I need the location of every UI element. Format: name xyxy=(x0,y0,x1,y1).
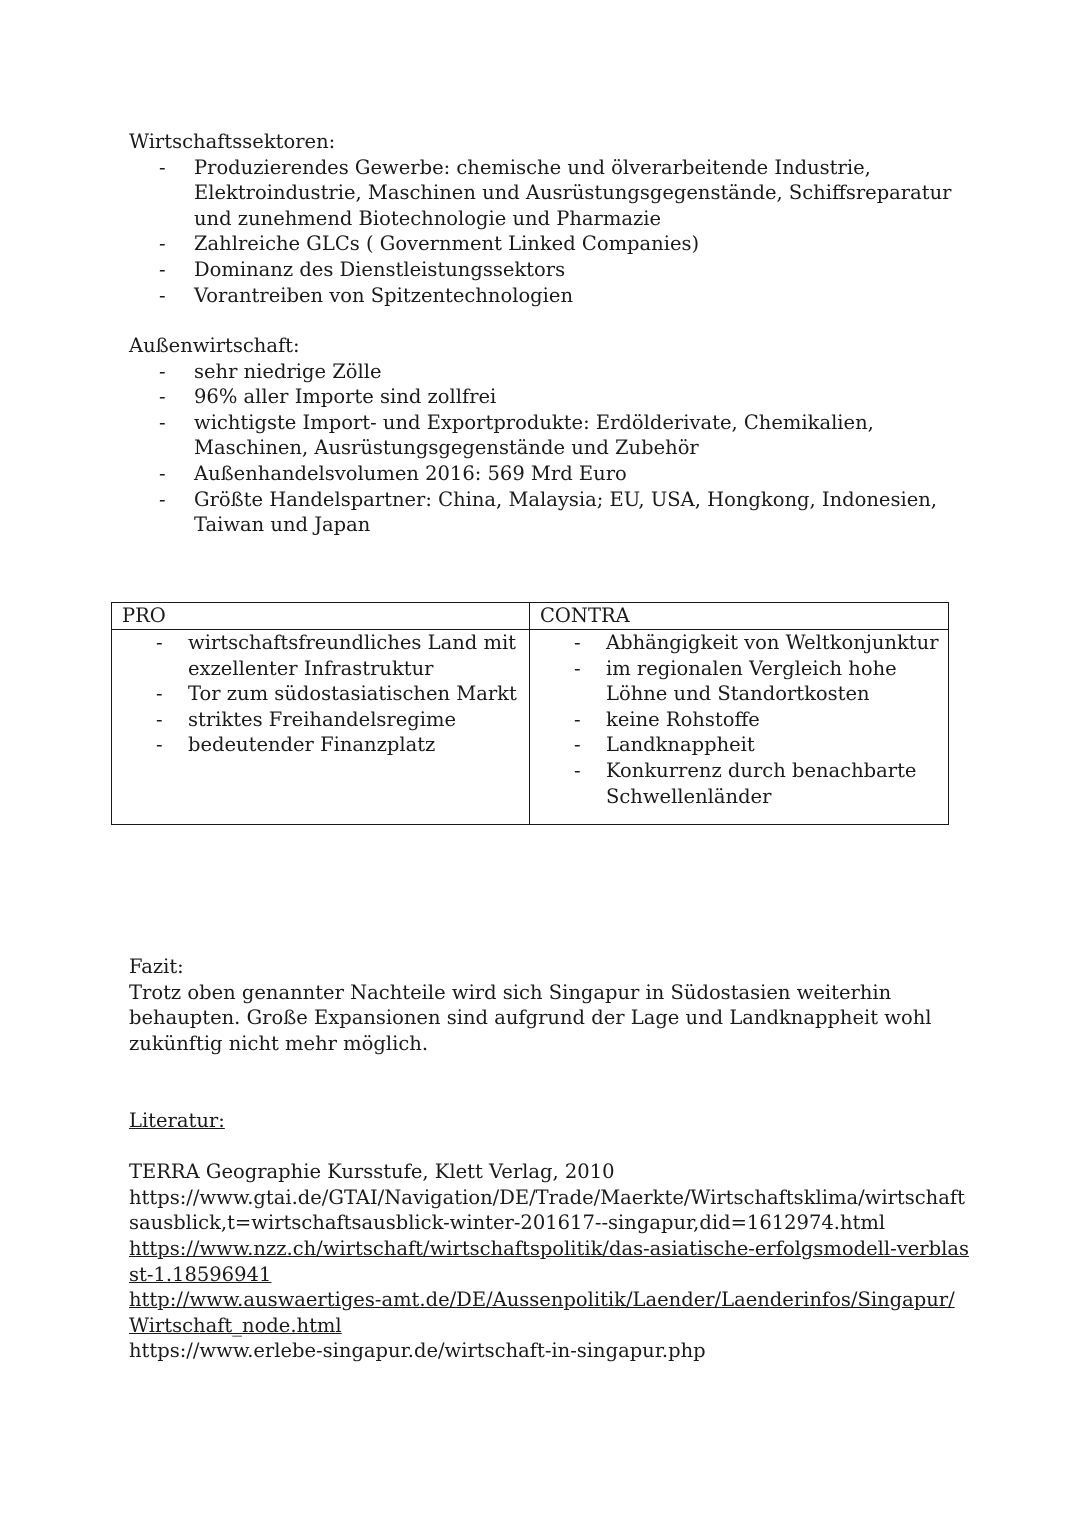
list-item: - wirtschaftsfreundliches Land mit exzellenter Infrastruktur xyxy=(156,631,517,680)
contra-list xyxy=(540,630,948,809)
dash-bullet: - xyxy=(159,359,166,383)
contra-header: CONTRA xyxy=(530,603,949,630)
dash-bullet: - xyxy=(159,232,166,256)
list-item: - striktes Freihandelsregime xyxy=(156,707,457,731)
dash-bullet: - xyxy=(574,707,581,731)
trade-heading: Außenwirtschaft: xyxy=(129,334,300,357)
list-item: - im regionalen Vergleich hohe Löhne und Standortkosten xyxy=(574,656,897,706)
list-item: - Vorantreiben von Spitzentechnologien xyxy=(159,283,574,307)
literature-item-book: TERRA Geographie Kursstufe, Klett Verlag, 2010 xyxy=(129,1160,615,1184)
list-item: - Konkurrenz durch benachbarte Schwellenländer xyxy=(574,758,917,808)
literature-list xyxy=(129,1159,969,1364)
literature-link-nzz[interactable]: https://www.nzz.ch/wirtschaft/wirtschaftspolitik/das-asiatische-erfolgsmodell-verblasst-1.18596941 xyxy=(129,1236,969,1286)
fazit-text: Trotz oben genannter Nachteile wird sich Singapur in Südostasien weiterhin behaupten. Große Expansionen sind aufgrund der Lage und Landknappheit wohl zukünftig nicht mehr möglich. xyxy=(129,980,932,1055)
literature-section xyxy=(129,1108,969,1364)
dash-bullet: - xyxy=(156,682,163,706)
dash-bullet: - xyxy=(574,758,581,782)
literature-link-auswaertiges-amt[interactable]: http://www.auswaertiges-amt.de/DE/Aussenpolitik/Laender/Laenderinfos/Singapur/Wirtschaft_node.html xyxy=(129,1288,955,1337)
list-item: - Größte Handelspartner: China, Malaysia; EU, USA, Hongkong, Indonesien, Taiwan und Japan xyxy=(159,487,938,537)
pro-header: PRO xyxy=(112,603,530,630)
list-item: - bedeutender Finanzplatz xyxy=(156,733,436,757)
dash-bullet: - xyxy=(574,733,581,757)
dash-bullet: - xyxy=(159,410,166,434)
dash-bullet: - xyxy=(159,385,166,409)
list-item: - sehr niedrige Zölle xyxy=(159,359,382,383)
dash-bullet: - xyxy=(159,461,166,485)
pro-list xyxy=(122,630,529,758)
literature-heading: Literatur: xyxy=(129,1109,225,1132)
list-item: - Abhängigkeit von Weltkonjunktur xyxy=(574,631,939,654)
trade-list xyxy=(129,359,969,538)
dash-bullet: - xyxy=(159,155,166,179)
literature-link-gtai[interactable]: https://www.gtai.de/GTAI/Navigation/DE/Trade/Maerkte/Wirtschaftsklima/wirtschaftsausblick,t=wirtschaftsausblick-winter-201617--singapur,did=1612974.html xyxy=(129,1185,965,1235)
dash-bullet: - xyxy=(159,487,166,511)
list-item: - wichtigste Import- und Exportprodukte: Erdölderivate, Chemikalien, Maschinen, Ausrüstungsgegenstände und Zubehör xyxy=(159,410,874,460)
pro-contra-table xyxy=(111,602,949,825)
list-item: - Produzierendes Gewerbe: chemische und ölverarbeitende Industrie, Elektroindustrie, Maschinen und Ausrüstungsgegenstände, Schiffsreparatur und zunehmend Biotechnologie und Pharmazie xyxy=(159,155,952,230)
dash-bullet: - xyxy=(574,656,581,680)
list-item: - 96% aller Importe sind zollfrei xyxy=(159,385,497,409)
sectors-section xyxy=(129,129,969,308)
dash-bullet: - xyxy=(574,631,581,654)
list-item: - Außenhandelsvolumen 2016: 569 Mrd Euro xyxy=(159,461,627,485)
pro-cell xyxy=(112,630,530,825)
list-item: - keine Rohstoffe xyxy=(574,707,760,731)
dash-bullet: - xyxy=(156,707,163,731)
dash-bullet: - xyxy=(156,631,163,654)
list-item: - Zahlreiche GLCs ( Government Linked Companies) xyxy=(159,232,700,256)
contra-cell xyxy=(530,630,949,825)
list-item: - Tor zum südostasiatischen Markt xyxy=(156,682,517,706)
literature-link-erlebe-singapur[interactable]: https://www.erlebe-singapur.de/wirtschaft-in-singapur.php xyxy=(129,1339,706,1363)
fazit-section xyxy=(129,954,969,1056)
fazit-heading: Fazit: xyxy=(129,955,184,978)
dash-bullet: - xyxy=(159,283,166,307)
dash-bullet: - xyxy=(156,733,163,757)
sectors-heading: Wirtschaftssektoren: xyxy=(129,130,336,153)
trade-section xyxy=(129,333,969,538)
sectors-list xyxy=(129,155,969,309)
dash-bullet: - xyxy=(159,257,166,281)
list-item: - Dominanz des Dienstleistungssektors xyxy=(159,257,566,281)
list-item: - Landknappheit xyxy=(574,733,755,757)
